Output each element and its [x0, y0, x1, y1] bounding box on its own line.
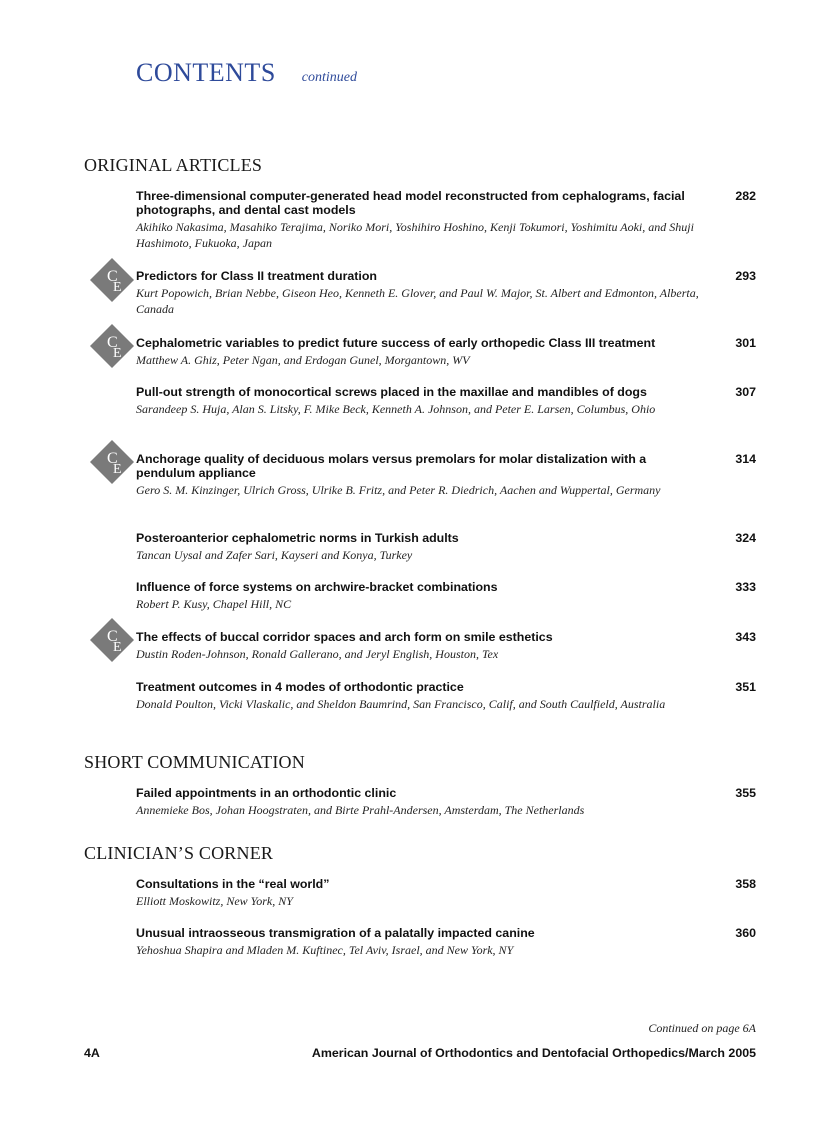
toc-entry[interactable]	[136, 189, 756, 251]
article-page-number: 282	[735, 189, 756, 203]
ce-letter-e: E	[113, 280, 122, 295]
section-heading-clinicians-corner: CLINICIAN’S CORNER	[84, 843, 274, 863]
article-title[interactable]: Unusual intraosseous transmigration of a palatally impacted canine	[136, 926, 535, 940]
page-title: CONTENTS	[136, 58, 276, 87]
ce-letter-c: C	[107, 268, 118, 285]
article-authors: Kurt Popowich, Brian Nebbe, Giseon Heo, Kenneth E. Glover, and Paul W. Major, St. Albert and Edmonton, Alberta, Canada	[136, 286, 699, 316]
article-page-number: 293	[735, 269, 756, 283]
article-page-number: 307	[735, 385, 756, 399]
article-title[interactable]: The effects of buccal corridor spaces and arch form on smile esthetics	[136, 630, 553, 644]
toc-entry[interactable]	[136, 786, 756, 818]
ce-letter-c: C	[107, 334, 118, 351]
article-page-number: 360	[735, 926, 756, 940]
folio-page-number: 4A	[84, 1046, 100, 1060]
article-title[interactable]: Treatment outcomes in 4 modes of orthodontic practice	[136, 680, 464, 694]
ce-letter-e: E	[113, 346, 122, 361]
ce-letter-e: E	[113, 640, 122, 655]
ce-credit-icon	[90, 324, 134, 368]
ce-credit-icon	[90, 440, 134, 484]
ce-credit-icon	[90, 618, 134, 662]
article-authors: Donald Poulton, Vicki Vlaskalic, and Sheldon Baumrind, San Francisco, Calif, and South Caulfield, Australia	[136, 697, 666, 711]
article-title[interactable]: Anchorage quality of deciduous molars versus premolars for molar distalization with a pendulum appliance	[136, 452, 647, 480]
article-authors: Sarandeep S. Huja, Alan S. Litsky, F. Mike Beck, Kenneth A. Johnson, and Peter E. Larsen, Columbus, Ohio	[136, 402, 656, 416]
running-footer-journal: American Journal of Orthodontics and Dentofacial Orthopedics/March 2005	[311, 1046, 756, 1060]
ce-credit-icon	[90, 258, 134, 302]
article-page-number: 355	[735, 786, 756, 800]
continued-label: continued	[301, 70, 357, 85]
article-page-number: 333	[735, 580, 756, 594]
continued-on-page-note: Continued on page 6A	[648, 1021, 756, 1035]
article-title[interactable]: Predictors for Class II treatment duration	[136, 269, 377, 283]
article-authors: Yehoshua Shapira and Mladen M. Kuftinec, Tel Aviv, Israel, and New York, NY	[136, 943, 514, 957]
article-authors: Tancan Uysal and Zafer Sari, Kayseri and Konya, Turkey	[136, 548, 413, 562]
article-title[interactable]: Posteroanterior cephalometric norms in Turkish adults	[136, 531, 459, 545]
ce-letter-e: E	[113, 462, 122, 477]
toc-entry[interactable]	[136, 926, 756, 958]
article-title[interactable]: Failed appointments in an orthodontic clinic	[136, 786, 397, 800]
toc-entry[interactable]	[136, 531, 756, 563]
article-authors: Annemieke Bos, Johan Hoogstraten, and Birte Prahl-Andersen, Amsterdam, The Netherlands	[136, 803, 585, 817]
article-page-number: 301	[735, 336, 756, 350]
page-header	[136, 58, 357, 88]
toc-entry[interactable]	[136, 630, 756, 662]
article-title[interactable]: Cephalometric variables to predict future success of early orthopedic Class III treatment	[136, 336, 656, 350]
article-page-number: 324	[735, 531, 756, 545]
toc-entry[interactable]	[136, 269, 756, 317]
toc-entry[interactable]	[136, 452, 756, 498]
article-title[interactable]: Three-dimensional computer-generated head model reconstructed from cephalograms, facial photographs, and dental cast models	[136, 189, 685, 217]
article-page-number: 351	[735, 680, 756, 694]
article-title[interactable]: Pull-out strength of monocortical screws placed in the maxillae and mandibles of dogs	[136, 385, 647, 399]
section-heading-short-communication: SHORT COMMUNICATION	[84, 752, 305, 772]
ce-letter-c: C	[107, 450, 118, 467]
article-authors: Robert P. Kusy, Chapel Hill, NC	[136, 597, 292, 611]
ce-letter-c: C	[107, 628, 118, 645]
article-authors: Gero S. M. Kinzinger, Ulrich Gross, Ulrike B. Fritz, and Peter R. Diedrich, Aachen and Wuppertal, Germany	[136, 483, 661, 497]
article-title[interactable]: Influence of force systems on archwire-bracket combinations	[136, 580, 498, 594]
toc-entry[interactable]	[136, 336, 756, 368]
article-authors: Elliott Moskowitz, New York, NY	[136, 894, 293, 908]
article-page-number: 358	[735, 877, 756, 891]
article-authors: Dustin Roden-Johnson, Ronald Gallerano, and Jeryl English, Houston, Tex	[136, 647, 499, 661]
section-heading-original-articles: ORIGINAL ARTICLES	[84, 155, 263, 175]
article-page-number: 343	[735, 630, 756, 644]
toc-entry[interactable]	[136, 385, 756, 417]
toc-entry[interactable]	[136, 680, 756, 712]
article-authors: Akihiko Nakasima, Masahiko Terajima, Noriko Mori, Yoshihiro Hoshino, Kenji Tokumori, Yoshimitu Aoki, and Shuji Hashimoto, Fukuoka, Japan	[136, 220, 694, 250]
toc-entry[interactable]	[136, 877, 756, 909]
article-authors: Matthew A. Ghiz, Peter Ngan, and Erdogan Gunel, Morgantown, WV	[136, 353, 470, 367]
toc-entry[interactable]	[136, 580, 756, 612]
article-title[interactable]: Consultations in the “real world”	[136, 877, 330, 891]
article-page-number: 314	[735, 452, 756, 466]
